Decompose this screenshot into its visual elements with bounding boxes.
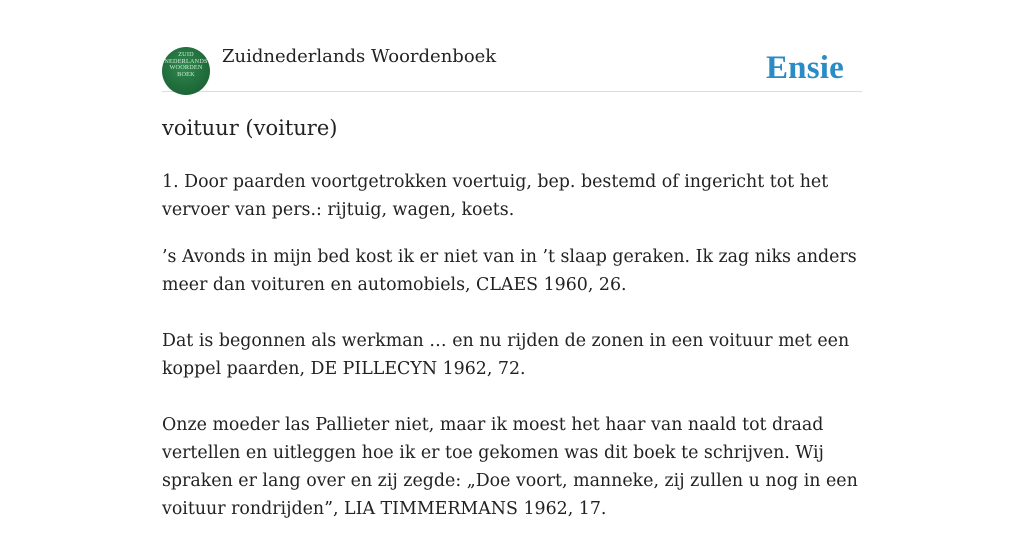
entry-title: voituur (voiture) [162, 116, 338, 140]
definition: 1. Door paarden voortgetrokken voertuig, bep. bestemd of ingericht tot het vervoer van pers.: rijtuig, wagen, koets. [162, 172, 829, 220]
logo-line: WOORDEN [169, 64, 203, 72]
logo-text [162, 52, 210, 78]
logo-line: NEDERLANDS [164, 57, 208, 65]
citation: Dat is begonnen als werkman … en nu rijden de zonen in een voituur met een koppel paarden, DE PILLECYN 1962, 72. [162, 331, 850, 379]
citation: Onze moeder las Pallieter niet, maar ik moest het haar van naald tot draad vertellen en uitleggen hoe ik er toe gekomen was dit boek te schrijven. Wij spraken er lang over en zij zegde: „Doe voort, manneke, zij zullen u nog in een voituur rondrijden”, LIA TIMMERMANS 1962, 17. [162, 415, 858, 519]
page [162, 0, 862, 519]
ensie-brand-logo[interactable]: Ensie [765, 50, 844, 86]
logo-line: ZUID [178, 51, 194, 58]
entry-content [162, 168, 862, 551]
logo-line: BOEK [177, 70, 195, 78]
dictionary-logo[interactable] [162, 47, 210, 95]
site-header [162, 40, 862, 92]
site-title[interactable]: Zuidnederlands Woordenboek [222, 46, 497, 67]
citation: ’s Avonds in mijn bed kost ik er niet van in ’t slaap geraken. Ik zag niks anders meer dan voituren en automobiels, CLAES 1960, 26. [162, 247, 857, 295]
